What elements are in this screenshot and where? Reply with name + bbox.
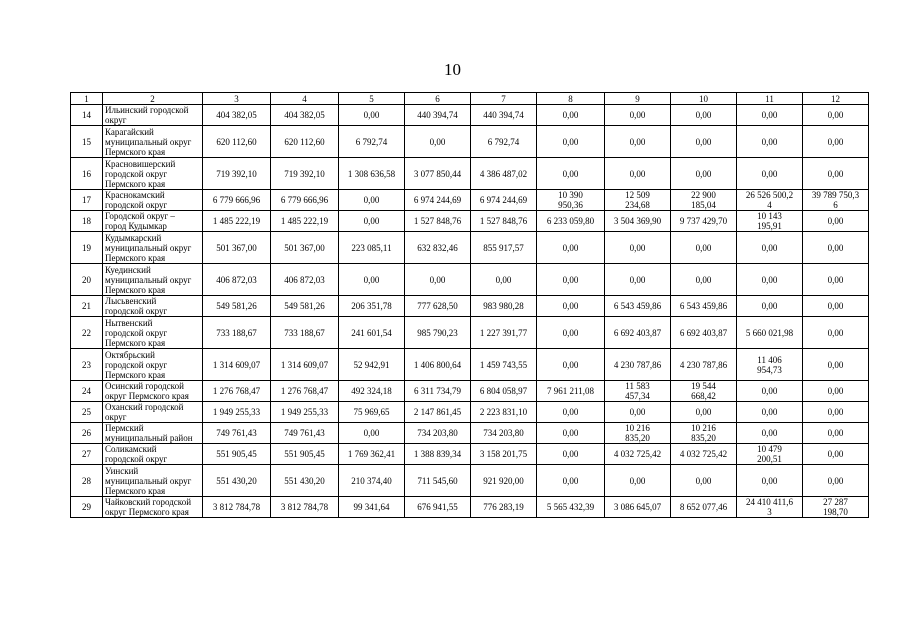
value-cell-col-10: 0,00 xyxy=(671,264,737,296)
municipality-name-cell: Лысьвенский городской округ xyxy=(103,296,203,317)
column-header-12: 12 xyxy=(803,93,869,105)
column-header-3: 3 xyxy=(203,93,271,105)
value-cell-col-7: 855 917,57 xyxy=(471,232,537,264)
value-cell-col-11: 0,00 xyxy=(737,126,803,158)
value-cell-col-5: 210 374,40 xyxy=(339,465,405,497)
column-header-11: 11 xyxy=(737,93,803,105)
value-cell-col-4: 1 314 609,07 xyxy=(271,349,339,381)
table-row xyxy=(71,317,869,349)
value-cell-col-3: 3 812 784,78 xyxy=(203,497,271,518)
value-cell-col-8: 0,00 xyxy=(537,317,605,349)
value-cell-col-12: 0,00 xyxy=(803,349,869,381)
value-cell-col-4: 551 430,20 xyxy=(271,465,339,497)
value-cell-col-7: 0,00 xyxy=(471,264,537,296)
row-number-cell: 22 xyxy=(71,317,103,349)
value-cell-col-9: 0,00 xyxy=(605,232,671,264)
value-cell-col-4: 404 382,05 xyxy=(271,105,339,126)
value-cell-col-3: 733 188,67 xyxy=(203,317,271,349)
value-cell-col-7: 1 459 743,55 xyxy=(471,349,537,381)
value-cell-col-12: 27 287 198,70 xyxy=(803,497,869,518)
value-cell-col-4: 1 949 255,33 xyxy=(271,402,339,423)
value-cell-col-10: 4 032 725,42 xyxy=(671,444,737,465)
value-cell-col-8: 0,00 xyxy=(537,264,605,296)
value-cell-col-3: 1 276 768,47 xyxy=(203,381,271,402)
value-cell-col-11: 0,00 xyxy=(737,465,803,497)
value-cell-col-11: 0,00 xyxy=(737,402,803,423)
table-row xyxy=(71,126,869,158)
value-cell-col-12: 0,00 xyxy=(803,465,869,497)
value-cell-col-10: 22 900 185,04 xyxy=(671,190,737,211)
table-row xyxy=(71,105,869,126)
value-cell-col-9: 3 504 369,90 xyxy=(605,211,671,232)
value-cell-col-5: 0,00 xyxy=(339,211,405,232)
value-cell-col-4: 733 188,67 xyxy=(271,317,339,349)
value-cell-col-11: 5 660 021,98 xyxy=(737,317,803,349)
value-cell-col-12: 0,00 xyxy=(803,264,869,296)
value-cell-col-3: 551 430,20 xyxy=(203,465,271,497)
value-cell-col-9: 4 032 725,42 xyxy=(605,444,671,465)
value-cell-col-12: 0,00 xyxy=(803,126,869,158)
value-cell-col-6: 711 545,60 xyxy=(405,465,471,497)
value-cell-col-12: 0,00 xyxy=(803,317,869,349)
table-row xyxy=(71,211,869,232)
value-cell-col-3: 749 761,43 xyxy=(203,423,271,444)
table-row xyxy=(71,402,869,423)
value-cell-col-9: 10 216 835,20 xyxy=(605,423,671,444)
value-cell-col-11: 0,00 xyxy=(737,423,803,444)
value-cell-col-5: 1 769 362,41 xyxy=(339,444,405,465)
value-cell-col-12: 0,00 xyxy=(803,211,869,232)
value-cell-col-11: 11 406 954,73 xyxy=(737,349,803,381)
value-cell-col-9: 12 509 234,68 xyxy=(605,190,671,211)
value-cell-col-3: 549 581,26 xyxy=(203,296,271,317)
column-header-5: 5 xyxy=(339,93,405,105)
row-number-cell: 17 xyxy=(71,190,103,211)
value-cell-col-10: 0,00 xyxy=(671,158,737,190)
value-cell-col-12: 0,00 xyxy=(803,105,869,126)
header-row xyxy=(71,93,869,105)
value-cell-col-4: 501 367,00 xyxy=(271,232,339,264)
value-cell-col-9: 0,00 xyxy=(605,402,671,423)
value-cell-col-12: 0,00 xyxy=(803,423,869,444)
value-cell-col-8: 5 565 432,39 xyxy=(537,497,605,518)
value-cell-col-5: 0,00 xyxy=(339,423,405,444)
value-cell-col-7: 6 974 244,69 xyxy=(471,190,537,211)
value-cell-col-7: 440 394,74 xyxy=(471,105,537,126)
value-cell-col-5: 99 341,64 xyxy=(339,497,405,518)
value-cell-col-9: 11 583 457,34 xyxy=(605,381,671,402)
value-cell-col-10: 4 230 787,86 xyxy=(671,349,737,381)
value-cell-col-5: 75 969,65 xyxy=(339,402,405,423)
value-cell-col-3: 406 872,03 xyxy=(203,264,271,296)
value-cell-col-5: 241 601,54 xyxy=(339,317,405,349)
table-row xyxy=(71,349,869,381)
column-header-6: 6 xyxy=(405,93,471,105)
value-cell-col-10: 0,00 xyxy=(671,465,737,497)
municipality-name-cell: Соликамский городской округ xyxy=(103,444,203,465)
value-cell-col-4: 1 276 768,47 xyxy=(271,381,339,402)
value-cell-col-6: 1 388 839,34 xyxy=(405,444,471,465)
value-cell-col-4: 406 872,03 xyxy=(271,264,339,296)
row-number-cell: 15 xyxy=(71,126,103,158)
value-cell-col-8: 0,00 xyxy=(537,465,605,497)
value-cell-col-12: 0,00 xyxy=(803,381,869,402)
value-cell-col-7: 776 283,19 xyxy=(471,497,537,518)
value-cell-col-3: 620 112,60 xyxy=(203,126,271,158)
value-cell-col-12: 0,00 xyxy=(803,296,869,317)
value-cell-col-6: 6 311 734,79 xyxy=(405,381,471,402)
table-row xyxy=(71,232,869,264)
value-cell-col-5: 0,00 xyxy=(339,190,405,211)
table-row xyxy=(71,465,869,497)
budget-table xyxy=(70,92,869,518)
row-number-cell: 20 xyxy=(71,264,103,296)
value-cell-col-8: 0,00 xyxy=(537,232,605,264)
value-cell-col-7: 3 158 201,75 xyxy=(471,444,537,465)
row-number-cell: 16 xyxy=(71,158,103,190)
value-cell-col-3: 501 367,00 xyxy=(203,232,271,264)
value-cell-col-8: 6 233 059,80 xyxy=(537,211,605,232)
value-cell-col-11: 26 526 500,2 4 xyxy=(737,190,803,211)
table-row xyxy=(71,296,869,317)
municipality-name-cell: Городской округ – город Кудымкар xyxy=(103,211,203,232)
municipality-name-cell: Нытвенский городской округ Пермского края xyxy=(103,317,203,349)
row-number-cell: 24 xyxy=(71,381,103,402)
municipality-name-cell: Оханский городской округ xyxy=(103,402,203,423)
municipality-name-cell: Ильинский городской округ xyxy=(103,105,203,126)
value-cell-col-5: 1 308 636,58 xyxy=(339,158,405,190)
value-cell-col-9: 0,00 xyxy=(605,264,671,296)
municipality-name-cell: Осинский городской округ Пермского края xyxy=(103,381,203,402)
value-cell-col-4: 1 485 222,19 xyxy=(271,211,339,232)
table-row xyxy=(71,381,869,402)
row-number-cell: 25 xyxy=(71,402,103,423)
value-cell-col-10: 9 737 429,70 xyxy=(671,211,737,232)
value-cell-col-7: 6 804 058,97 xyxy=(471,381,537,402)
value-cell-col-9: 0,00 xyxy=(605,105,671,126)
value-cell-col-9: 0,00 xyxy=(605,465,671,497)
value-cell-col-11: 10 143 195,91 xyxy=(737,211,803,232)
value-cell-col-3: 1 314 609,07 xyxy=(203,349,271,381)
value-cell-col-8: 0,00 xyxy=(537,105,605,126)
row-number-cell: 26 xyxy=(71,423,103,444)
value-cell-col-6: 6 974 244,69 xyxy=(405,190,471,211)
value-cell-col-6: 676 941,55 xyxy=(405,497,471,518)
value-cell-col-4: 551 905,45 xyxy=(271,444,339,465)
value-cell-col-4: 749 761,43 xyxy=(271,423,339,444)
municipality-name-cell: Краснокамский городской округ xyxy=(103,190,203,211)
value-cell-col-12: 39 789 750,3 6 xyxy=(803,190,869,211)
row-number-cell: 21 xyxy=(71,296,103,317)
value-cell-col-7: 921 920,00 xyxy=(471,465,537,497)
row-number-cell: 28 xyxy=(71,465,103,497)
value-cell-col-7: 983 980,28 xyxy=(471,296,537,317)
value-cell-col-10: 6 543 459,86 xyxy=(671,296,737,317)
value-cell-col-4: 719 392,10 xyxy=(271,158,339,190)
row-number-cell: 29 xyxy=(71,497,103,518)
value-cell-col-8: 7 961 211,08 xyxy=(537,381,605,402)
column-header-8: 8 xyxy=(537,93,605,105)
value-cell-col-7: 4 386 487,02 xyxy=(471,158,537,190)
municipality-name-cell: Кудымкарский муниципальный округ Пермского края xyxy=(103,232,203,264)
value-cell-col-6: 1 406 800,64 xyxy=(405,349,471,381)
value-cell-col-4: 3 812 784,78 xyxy=(271,497,339,518)
value-cell-col-7: 6 792,74 xyxy=(471,126,537,158)
value-cell-col-8: 0,00 xyxy=(537,158,605,190)
value-cell-col-5: 206 351,78 xyxy=(339,296,405,317)
value-cell-col-5: 492 324,18 xyxy=(339,381,405,402)
value-cell-col-9: 4 230 787,86 xyxy=(605,349,671,381)
value-cell-col-6: 440 394,74 xyxy=(405,105,471,126)
value-cell-col-4: 620 112,60 xyxy=(271,126,339,158)
value-cell-col-8: 0,00 xyxy=(537,423,605,444)
value-cell-col-11: 24 410 411,6 3 xyxy=(737,497,803,518)
value-cell-col-5: 0,00 xyxy=(339,105,405,126)
municipality-name-cell: Карагайский муниципальный округ Пермского края xyxy=(103,126,203,158)
column-header-1: 1 xyxy=(71,93,103,105)
table-row xyxy=(71,497,869,518)
value-cell-col-3: 1 949 255,33 xyxy=(203,402,271,423)
value-cell-col-5: 0,00 xyxy=(339,264,405,296)
value-cell-col-9: 3 086 645,07 xyxy=(605,497,671,518)
value-cell-col-7: 1 527 848,76 xyxy=(471,211,537,232)
value-cell-col-5: 223 085,11 xyxy=(339,232,405,264)
column-header-2: 2 xyxy=(103,93,203,105)
value-cell-col-10: 10 216 835,20 xyxy=(671,423,737,444)
row-number-cell: 18 xyxy=(71,211,103,232)
value-cell-col-3: 404 382,05 xyxy=(203,105,271,126)
value-cell-col-11: 0,00 xyxy=(737,296,803,317)
value-cell-col-4: 6 779 666,96 xyxy=(271,190,339,211)
value-cell-col-8: 10 390 950,36 xyxy=(537,190,605,211)
value-cell-col-10: 19 544 668,42 xyxy=(671,381,737,402)
column-header-9: 9 xyxy=(605,93,671,105)
value-cell-col-8: 0,00 xyxy=(537,402,605,423)
table-row xyxy=(71,158,869,190)
value-cell-col-11: 0,00 xyxy=(737,232,803,264)
value-cell-col-8: 0,00 xyxy=(537,296,605,317)
table-row xyxy=(71,190,869,211)
value-cell-col-6: 0,00 xyxy=(405,264,471,296)
row-number-cell: 19 xyxy=(71,232,103,264)
value-cell-col-9: 6 543 459,86 xyxy=(605,296,671,317)
value-cell-col-3: 551 905,45 xyxy=(203,444,271,465)
row-number-cell: 23 xyxy=(71,349,103,381)
value-cell-col-6: 632 832,46 xyxy=(405,232,471,264)
value-cell-col-3: 6 779 666,96 xyxy=(203,190,271,211)
value-cell-col-7: 734 203,80 xyxy=(471,423,537,444)
municipality-name-cell: Куединский муниципальный округ Пермского края xyxy=(103,264,203,296)
value-cell-col-12: 0,00 xyxy=(803,158,869,190)
value-cell-col-10: 6 692 403,87 xyxy=(671,317,737,349)
column-header-7: 7 xyxy=(471,93,537,105)
value-cell-col-10: 0,00 xyxy=(671,402,737,423)
value-cell-col-12: 0,00 xyxy=(803,444,869,465)
column-header-4: 4 xyxy=(271,93,339,105)
value-cell-col-6: 2 147 861,45 xyxy=(405,402,471,423)
value-cell-col-11: 10 479 200,51 xyxy=(737,444,803,465)
value-cell-col-6: 777 628,50 xyxy=(405,296,471,317)
value-cell-col-8: 0,00 xyxy=(537,444,605,465)
value-cell-col-11: 0,00 xyxy=(737,158,803,190)
table-row xyxy=(71,444,869,465)
value-cell-col-10: 0,00 xyxy=(671,126,737,158)
table-row xyxy=(71,423,869,444)
value-cell-col-10: 0,00 xyxy=(671,232,737,264)
value-cell-col-6: 3 077 850,44 xyxy=(405,158,471,190)
value-cell-col-3: 1 485 222,19 xyxy=(203,211,271,232)
value-cell-col-5: 6 792,74 xyxy=(339,126,405,158)
value-cell-col-11: 0,00 xyxy=(737,381,803,402)
table-body xyxy=(71,105,869,518)
municipality-name-cell: Чайковский городской округ Пермского края xyxy=(103,497,203,518)
value-cell-col-10: 8 652 077,46 xyxy=(671,497,737,518)
municipality-name-cell: Пермский муниципальный район xyxy=(103,423,203,444)
value-cell-col-9: 0,00 xyxy=(605,126,671,158)
value-cell-col-6: 0,00 xyxy=(405,126,471,158)
value-cell-col-11: 0,00 xyxy=(737,264,803,296)
page-number: 10 xyxy=(444,60,461,79)
value-cell-col-8: 0,00 xyxy=(537,126,605,158)
value-cell-col-6: 1 527 848,76 xyxy=(405,211,471,232)
value-cell-col-10: 0,00 xyxy=(671,105,737,126)
table-row xyxy=(71,264,869,296)
column-header-10: 10 xyxy=(671,93,737,105)
municipality-name-cell: Красновишерский городской округ Пермского края xyxy=(103,158,203,190)
value-cell-col-7: 2 223 831,10 xyxy=(471,402,537,423)
value-cell-col-6: 985 790,23 xyxy=(405,317,471,349)
value-cell-col-12: 0,00 xyxy=(803,232,869,264)
value-cell-col-9: 0,00 xyxy=(605,158,671,190)
row-number-cell: 14 xyxy=(71,105,103,126)
municipality-name-cell: Уинский муниципальный округ Пермского края xyxy=(103,465,203,497)
value-cell-col-12: 0,00 xyxy=(803,402,869,423)
value-cell-col-6: 734 203,80 xyxy=(405,423,471,444)
value-cell-col-5: 52 942,91 xyxy=(339,349,405,381)
value-cell-col-11: 0,00 xyxy=(737,105,803,126)
value-cell-col-8: 0,00 xyxy=(537,349,605,381)
value-cell-col-4: 549 581,26 xyxy=(271,296,339,317)
value-cell-col-7: 1 227 391,77 xyxy=(471,317,537,349)
value-cell-col-3: 719 392,10 xyxy=(203,158,271,190)
row-number-cell: 27 xyxy=(71,444,103,465)
value-cell-col-9: 6 692 403,87 xyxy=(605,317,671,349)
municipality-name-cell: Октябрьский городской округ Пермского края xyxy=(103,349,203,381)
